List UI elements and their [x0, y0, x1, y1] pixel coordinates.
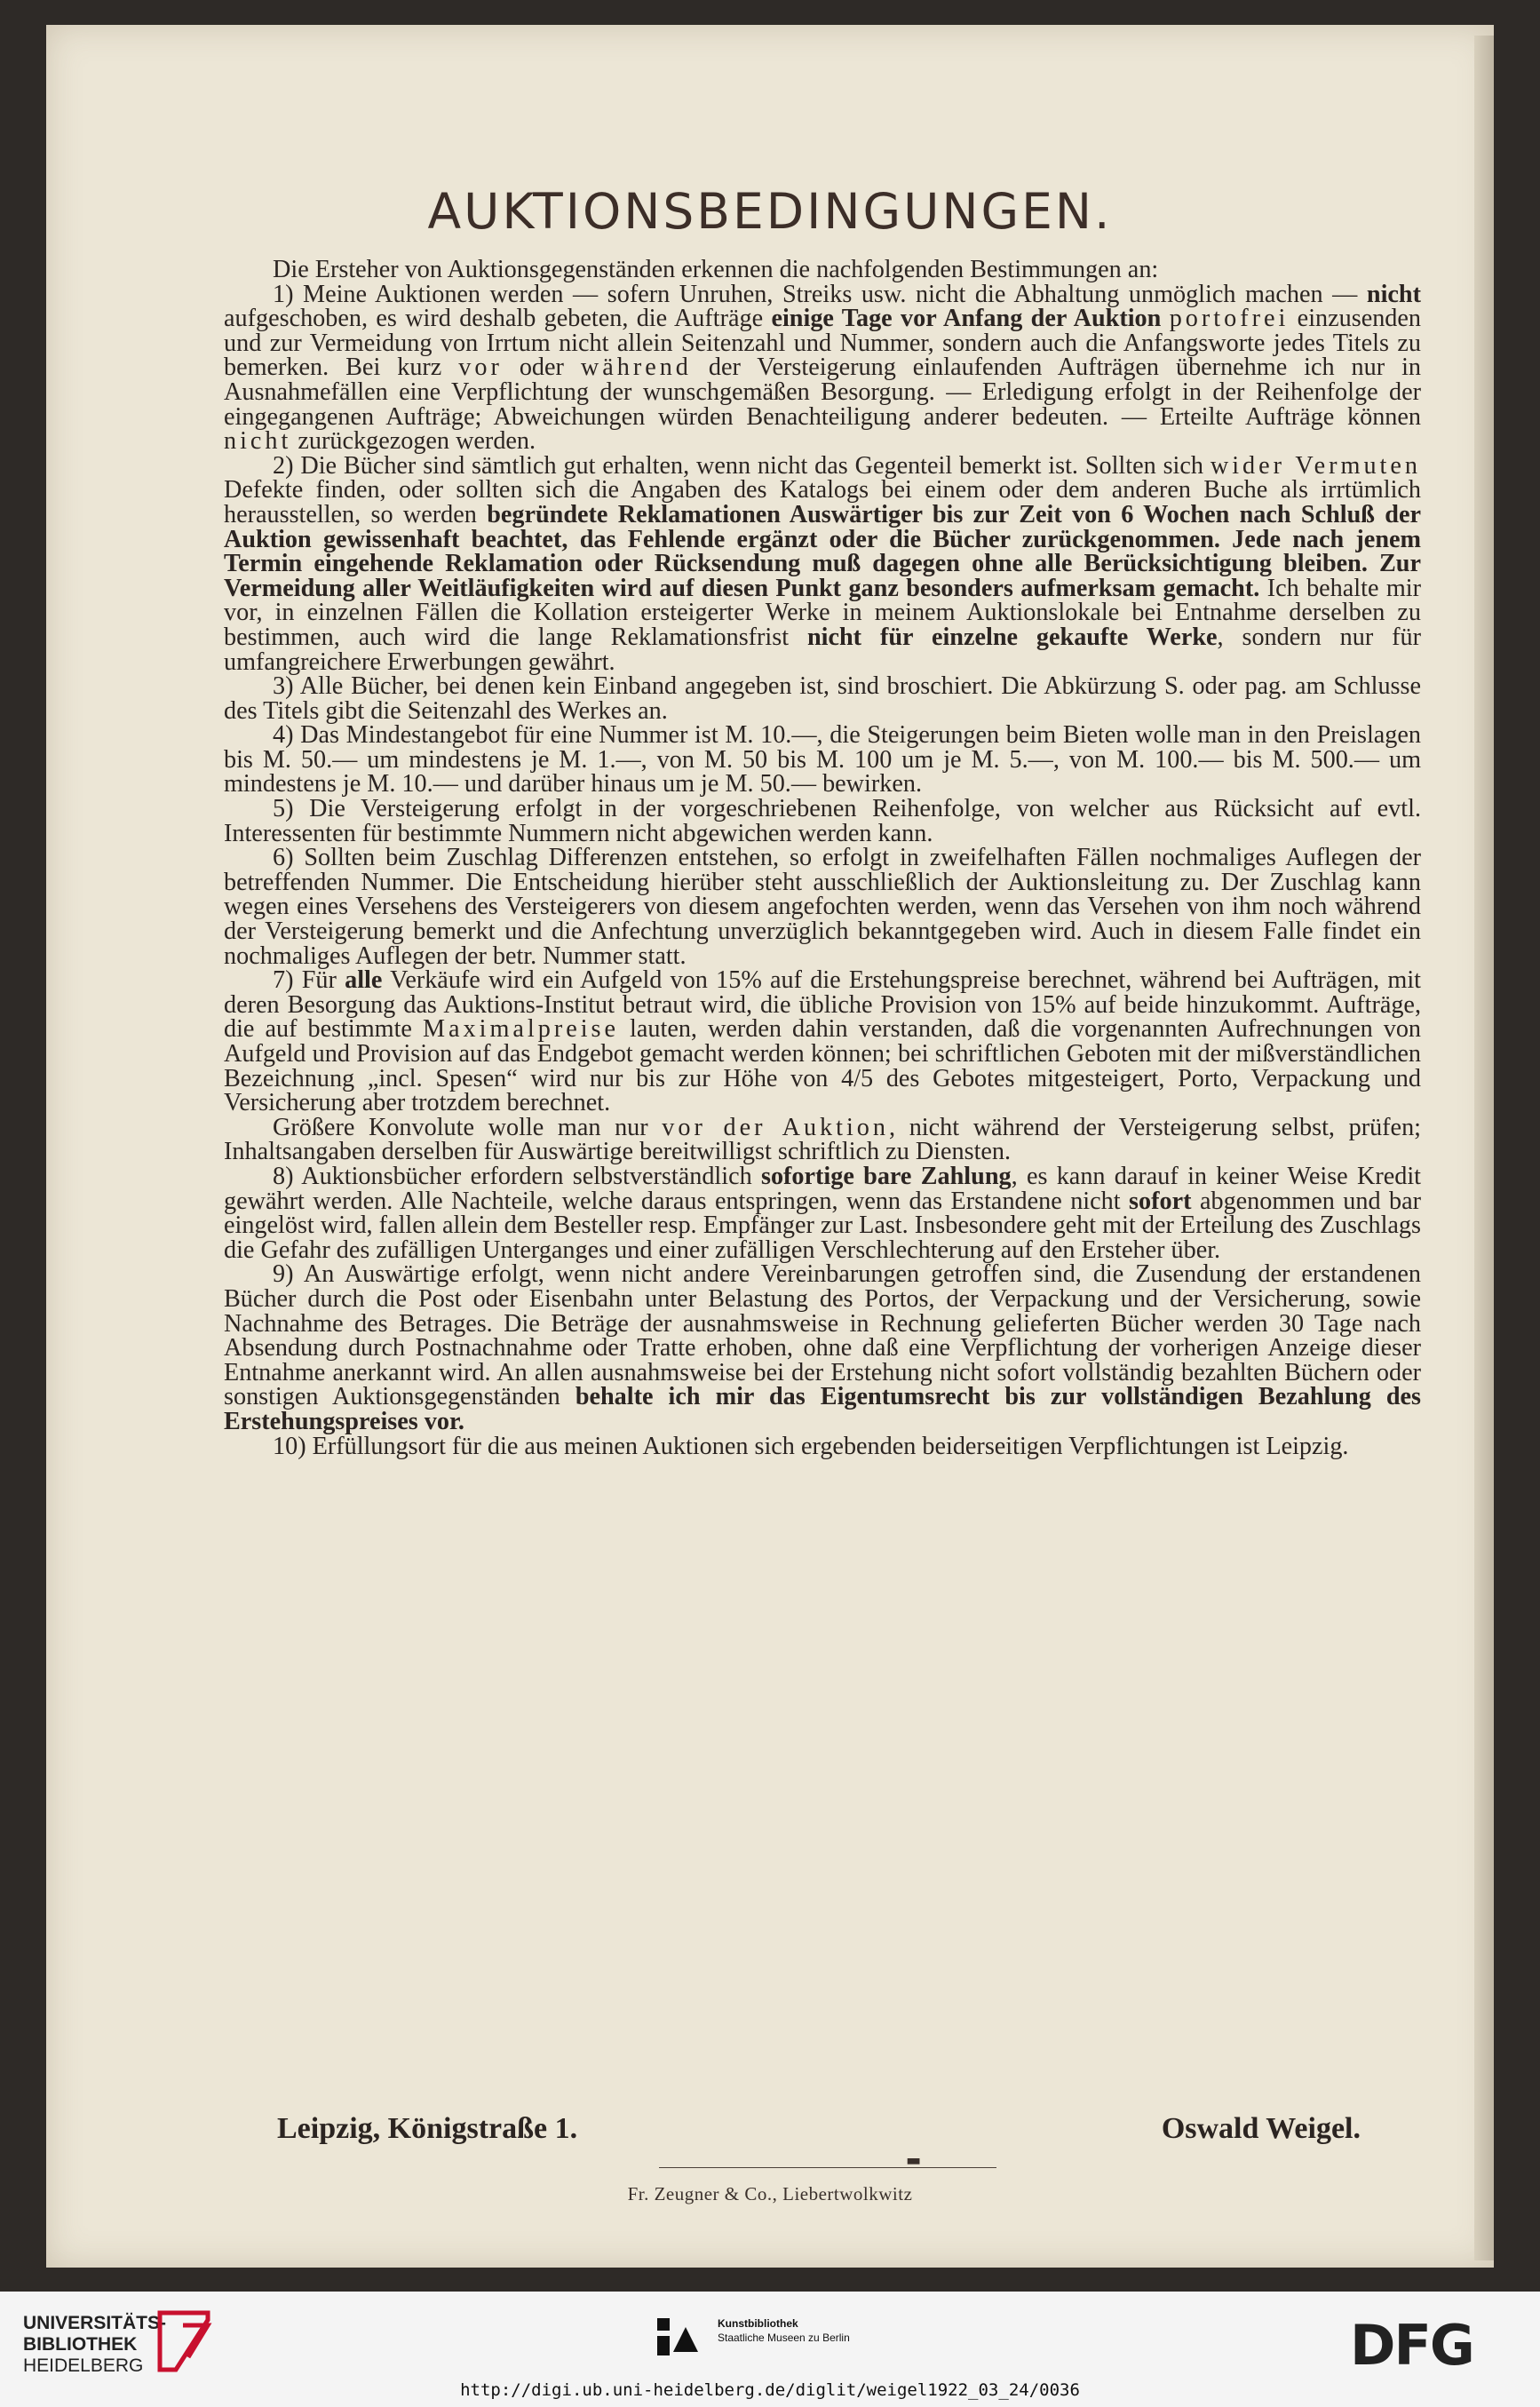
- document-page: [46, 25, 1494, 2268]
- text-run: 8) Auktionsbücher erfordern selbstverständlich: [273, 1162, 761, 1190]
- page-edge: [1474, 36, 1494, 2260]
- kb-name: Kunstbibliothek: [718, 2317, 798, 2330]
- bold-text: nicht für einzelne gekaufte Werke: [806, 623, 1218, 651]
- text-run: Verkäufe wird ein Aufgeld von 15% auf die Erstehungspreise berechnet, während bei Aufträgen, mit deren Besorgung das Auktions-Institut betraut wird, die übliche Provision von 15% auf beide hinzukommt. Aufträge, die auf bestimmte: [224, 966, 1421, 1044]
- condition-paragraph: [224, 723, 1421, 797]
- text-run: Ich behalte mir vor, in einzelnen Fällen die Kollation ersteigerter Werke in meinem Auktionslokale bei Entnahme derselben zu bestimmen, auch wird die lange Reklamationsfrist: [224, 574, 1421, 651]
- dfg-logo[interactable]: DFG: [1350, 2313, 1473, 2378]
- spaced-text: während: [580, 354, 692, 382]
- spaced-text: vor der Auktion: [662, 1113, 889, 1141]
- text-run: der Versteigerung einlaufenden Aufträgen übernehme ich nur in Ausnahmefällen eine Verpflichtung der wunschgemäßen Besorgung. — Erledigung erfolgt in der Reihenfolge der eingegangenen Aufträge; Abweichungen würden Benachteiligung anderer bedeuten. — Erteilte Aufträge können: [224, 354, 1422, 431]
- text-run: 1) Meine Auktionen werden — sofern Unruhen, Streiks usw. nicht die Abhaltung unmöglich machen —: [273, 280, 1367, 308]
- text-run: 3) Alle Bücher, bei denen kein Einband angegeben ist, sind broschiert. Die Abkürzung S. oder pag. am Schlusse des Titels gibt die Seitenzahl des Werkes an.: [224, 672, 1421, 725]
- text-run: Größere Konvolute wolle man nur: [273, 1113, 663, 1141]
- condition-paragraph: [224, 968, 1421, 1116]
- text-run: einzusenden und zur Vermeidung von Irrtum nicht allein Seitenzahl und Nummer, sondern auch die Anfangsworte jedes Titels zu bemerken. Bei kurz: [224, 305, 1421, 382]
- bold-text: einige Tage vor Anfang der Auktion: [771, 305, 1162, 333]
- text-run: lauten, werden dahin verstanden, daß die vorgenannten Aufrechnungen von Aufgeld und Provision auf das Endgebot gemacht werden können; bei schriftlichen Geboten mit der mißverständlichen Bezeichnung „incl. Spesen“ wird nur bis zur Höhe von 4/5 des Gebotes mitgesteigert, Porto, Verpackung und Versicherung aber trotzdem berechnet.: [224, 1015, 1422, 1117]
- spaced-text: nicht: [224, 427, 292, 456]
- text-run: aufgeschoben, es wird deshalb gebeten, die Aufträge: [224, 305, 772, 333]
- bold-text: behalte ich mir das Eigentumsrecht bis zur vollständigen Bezahlung des Erstehungspreises vor.: [224, 1383, 1422, 1435]
- kb-subtitle: Staatliche Museen zu Berlin: [718, 2332, 850, 2344]
- text-run: 10) Erfüllungsort für die aus meinen Auktionen sich ergebenden beiderseitigen Verpflichtungen ist Leipzig.: [273, 1432, 1349, 1460]
- bold-text: sofort: [1129, 1187, 1192, 1215]
- text-run: [1161, 305, 1169, 332]
- library-line: HEIDELBERG: [23, 2355, 144, 2376]
- text-run: 6) Sollten beim Zuschlag Differenzen entstehen, so erfolgt in zweifelhaften Fällen nochmaliges Auflegen der betreffenden Nummer. Die Entscheidung hierüber steht ausschließlich der Auktionsleitung zu. Der Zuschlag kann wegen eines Versehens des Versteigerers von diesem angefochten werden, wenn das Versehen von ihm noch während der Versteigerung bemerkt und die Anfechtung unverzüglich bekanntgegeben wird. Auch in diesem Falle findet ein nochmaliges Auflegen der betr. Nummer statt.: [224, 844, 1421, 970]
- document-title: AUKTIONSBEDINGUNGEN.: [427, 183, 1113, 240]
- text-run: 2) Die Bücher sind sämtlich gut erhalten, wenn nicht das Gegenteil bemerkt ist. Sollten sich: [273, 451, 1211, 480]
- kunstbibliothek-name: [718, 2316, 850, 2345]
- condition-paragraph: [224, 258, 1421, 282]
- divider-rule: [659, 2167, 996, 2168]
- condition-paragraph: [224, 282, 1421, 454]
- kunstbibliothek-logo-icon[interactable]: [655, 2316, 709, 2361]
- document-body: [224, 258, 1421, 1458]
- text-run: 7) Für: [273, 966, 345, 995]
- text-run: zurückgezogen werden.: [291, 427, 536, 456]
- text-run: , sondern nur für umfangreichere Erwerbungen gewährt.: [224, 623, 1421, 676]
- condition-paragraph: [224, 1164, 1421, 1262]
- ornament-icon: ▬: [906, 2151, 922, 2170]
- text-run: oder: [502, 354, 581, 382]
- signature-name: Oswald Weigel.: [1161, 2112, 1361, 2145]
- spaced-text: portofrei: [1169, 305, 1290, 333]
- library-line: UNIVERSITÄTS-: [23, 2313, 167, 2333]
- bold-text: begründete Reklamationen Auswärtiger bis zur Zeit von 6 Wochen nach Schluß der Auktion gewissenhaft beachtet, das Fehlende ergänzt oder die Bücher zurückgenommen. Jede nach jenem Termin eingehende Reklamation oder Rücksendung muß dagegen ohne alle Berücksichtigung bleiben. Zur Vermeidung aller Weitläufigkeiten wird auf diesen Punkt ganz besonders aufmerksam gemacht.: [224, 500, 1421, 602]
- condition-paragraph: [224, 451, 1421, 676]
- ub-logo-icon[interactable]: [153, 2308, 215, 2379]
- bold-text: alle: [345, 966, 383, 995]
- document-url[interactable]: http://digi.ub.uni-heidelberg.de/diglit/weigel1922_03_24/0036: [460, 2380, 1080, 2400]
- spaced-text: vor: [458, 354, 503, 382]
- bold-text: sofortige bare Zahlung: [760, 1162, 1012, 1190]
- bold-text: nicht: [1366, 280, 1421, 308]
- condition-paragraph: [224, 797, 1421, 846]
- spaced-text: Maximalpreise: [422, 1015, 620, 1044]
- spaced-text: wider Vermuten: [1210, 451, 1421, 480]
- text-run: 9) An Auswärtige erfolgt, wenn nicht andere Vereinbarungen getroffen sind, die Zusendung der erstandenen Bücher durch die Post oder Eisenbahn unter Belastung des Portos, der Verpackung und der Versicherung, sowie Nachnahme des Betrages. Die Beträge der ausnahmsweise in Rechnung gelieferten Bücher werden 30 Tage nach Absendung durch Postnachnahme oder Tratte erhoben, ohne daß eine Verpflichtung der vorherigen Anzeige dieser Entnahme anerkannt wird. An allen ausnahmsweise bei der Erstehung nicht sofort vollständig bezahlten Büchern oder sonstigen Auktionsgegenständen: [224, 1260, 1421, 1411]
- text-run: 5) Die Versteigerung erfolgt in der vorgeschriebenen Reihenfolge, von welcher aus Rücksicht auf evtl. Interessenten für bestimmte Nummern nicht abgewichen werden kann.: [224, 795, 1421, 847]
- text-run: , nicht während der Versteigerung selbst, prüfen; Inhaltsangaben derselben für Auswärtige bereitwilligst schriftlich zu Diensten.: [224, 1113, 1421, 1166]
- text-run: abgenommen und bar eingelöst wird, fallen allein dem Besteller resp. Empfänger zur Last. Insbesondere geht mit der Erteilung des Zuschlags die Gefahr des zufälligen Unterganges und einer zufälligen Verschlechterung auf den Ersteher über.: [224, 1187, 1422, 1264]
- condition-paragraph: [224, 846, 1421, 968]
- text-run: , es kann darauf in keiner Weise Kredit gewährt werden. Alle Nachteile, welche daraus entspringen, wenn das Erstandene nicht: [224, 1162, 1421, 1215]
- university-library-name[interactable]: [23, 2313, 166, 2377]
- text-run: 4) Das Mindestangebot für eine Nummer ist M. 10.—, die Steigerungen beim Bieten wolle man in den Preislagen bis M. 50.— um mindestens je M. 1.—, von M. 50 bis M. 100 um je M. 5.—, von M. 100.— bis M. 500.— um mindestens je M. 10.— und darüber hinaus um je M. 50.— bewirken.: [224, 721, 1421, 798]
- condition-paragraph: [224, 674, 1421, 723]
- signature-place: Leipzig, Königstraße 1.: [277, 2112, 578, 2145]
- library-line: BIBLIOTHEK: [23, 2334, 138, 2355]
- text-run: Die Ersteher von Auktionsgegenständen erkennen die nachfolgenden Bestimmungen an:: [273, 256, 1159, 283]
- printer-imprint: Fr. Zeugner & Co., Liebertwolkwitz: [627, 2183, 913, 2204]
- condition-paragraph: [224, 1113, 1421, 1166]
- condition-paragraph: [224, 1262, 1421, 1434]
- text-run: Defekte finden, oder sollten sich die Angaben des Katalogs bei einem oder dem anderen Buche als irrtümlich herausstellen, so werden: [224, 476, 1421, 528]
- condition-paragraph: [224, 1434, 1421, 1459]
- viewer-footer: [0, 2292, 1540, 2407]
